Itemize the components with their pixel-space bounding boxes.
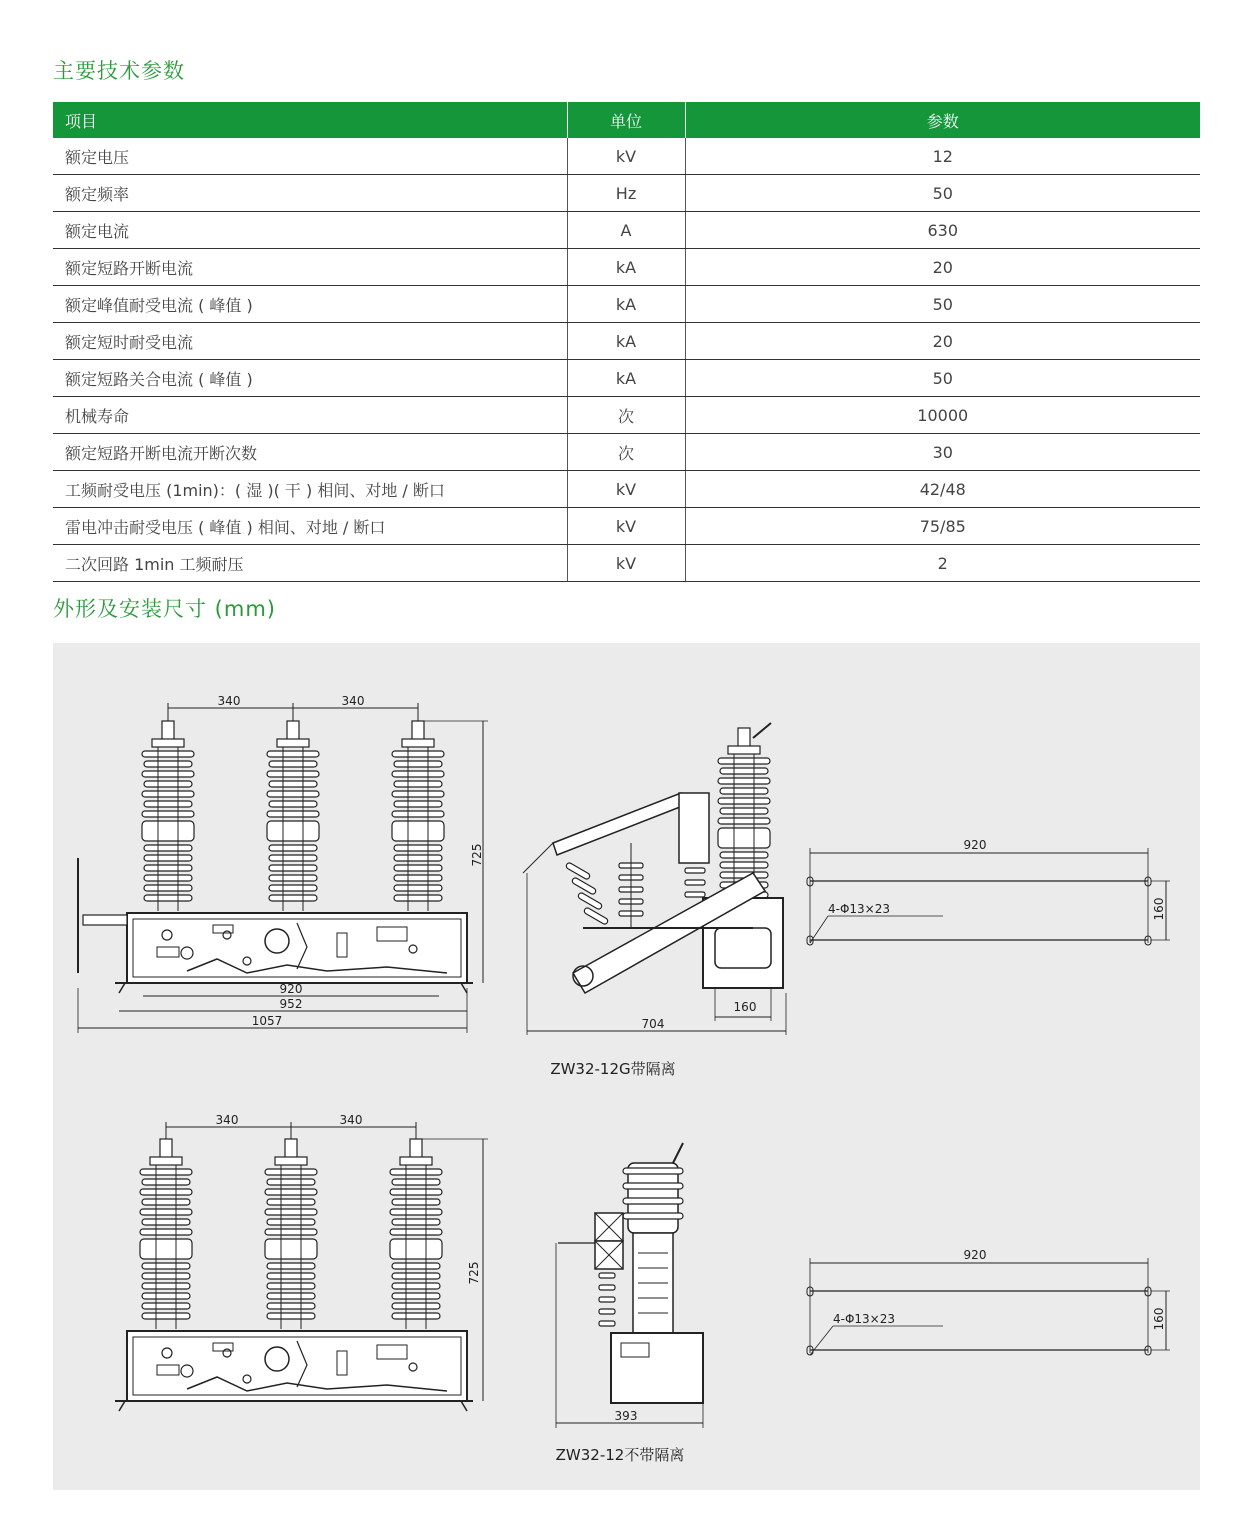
dim-952: 952 [279, 997, 303, 1011]
dim-920: 920 [279, 982, 303, 996]
row-value: 42/48 [685, 471, 1200, 508]
dimension-drawings-panel [53, 643, 1200, 1490]
side-view-with-isolator [523, 723, 786, 1078]
row-value: 630 [685, 212, 1200, 249]
row-item: 额定短路开断电流开断次数 [53, 434, 567, 471]
row-value: 20 [685, 249, 1200, 286]
mounting-plan-top [807, 838, 1170, 945]
row-value: 50 [685, 286, 1200, 323]
caption-without-isolator: ZW32-12不带隔离 [555, 1446, 685, 1464]
dim-spacing-b-bottom: 340 [339, 1113, 363, 1127]
dim-393: 393 [614, 1409, 638, 1423]
caption-with-isolator: ZW32-12G带隔离 [550, 1060, 676, 1078]
row-value: 75/85 [685, 508, 1200, 545]
row-item: 额定短时耐受电流 [53, 323, 567, 360]
row-unit: kV [567, 508, 685, 545]
row-item: 机械寿命 [53, 397, 567, 434]
row-value: 12 [685, 138, 1200, 175]
table-row [53, 212, 1200, 249]
dim-height-bottom: 725 [467, 1261, 481, 1285]
row-item: 额定短路关合电流 ( 峰值 ) [53, 360, 567, 397]
spec-section-title: 主要技术参数 [53, 59, 185, 83]
dim-mount-920-bottom: 920 [963, 1248, 987, 1262]
mount-holes-top: 4-Φ13×23 [828, 902, 891, 916]
dim-160-side: 160 [733, 1000, 757, 1014]
row-value: 2 [685, 545, 1200, 582]
table-row [53, 286, 1200, 323]
table-row [53, 545, 1200, 582]
dim-spacing-a: 340 [217, 694, 241, 708]
dims-section-title: 外形及安装尺寸 (mm) [53, 597, 276, 621]
dim-height-top: 725 [470, 843, 484, 867]
table-row [53, 508, 1200, 545]
front-view-bottom [115, 1113, 488, 1411]
dim-1057: 1057 [251, 1014, 283, 1028]
dim-mount-160-top: 160 [1152, 897, 1166, 921]
row-unit: A [567, 212, 685, 249]
row-item: 雷电冲击耐受电压 ( 峰值 ) 相间、对地 / 断口 [53, 508, 567, 545]
row-unit: kV [567, 545, 685, 582]
table-row [53, 434, 1200, 471]
row-unit: kV [567, 471, 685, 508]
table-row [53, 249, 1200, 286]
side-view-without-isolator [556, 1143, 703, 1464]
header-item: 项目 [53, 102, 567, 138]
header-value: 参数 [685, 102, 1200, 138]
table-row [53, 175, 1200, 212]
dim-mount-160-bottom: 160 [1152, 1307, 1166, 1331]
row-item: 额定电流 [53, 212, 567, 249]
row-value: 10000 [685, 397, 1200, 434]
row-item: 额定峰值耐受电流 ( 峰值 ) [53, 286, 567, 323]
table-row [53, 138, 1200, 175]
mount-holes-bottom: 4-Φ13×23 [833, 1312, 896, 1326]
dimension-drawings [53, 643, 1200, 1490]
table-header-row [53, 102, 1200, 138]
row-unit: kA [567, 286, 685, 323]
table-row [53, 397, 1200, 434]
table-row [53, 323, 1200, 360]
row-item: 额定电压 [53, 138, 567, 175]
dim-spacing-b: 340 [341, 694, 365, 708]
row-unit: kA [567, 360, 685, 397]
spec-table [53, 102, 1200, 582]
dim-spacing-a-bottom: 340 [215, 1113, 239, 1127]
row-unit: 次 [567, 434, 685, 471]
row-value: 50 [685, 360, 1200, 397]
row-item: 额定短路开断电流 [53, 249, 567, 286]
front-view-top [78, 694, 488, 1033]
dim-mount-920-top: 920 [963, 838, 987, 852]
header-unit: 单位 [567, 102, 685, 138]
row-unit: kA [567, 323, 685, 360]
row-value: 30 [685, 434, 1200, 471]
mounting-plan-bottom [807, 1248, 1170, 1355]
dim-704: 704 [641, 1017, 665, 1031]
row-item: 工频耐受电压 (1min)：( 湿 )( 干 ) 相间、对地 / 断口 [53, 471, 567, 508]
row-unit: kV [567, 138, 685, 175]
table-row [53, 360, 1200, 397]
row-value: 20 [685, 323, 1200, 360]
row-value: 50 [685, 175, 1200, 212]
row-item: 额定频率 [53, 175, 567, 212]
row-unit: Hz [567, 175, 685, 212]
row-unit: 次 [567, 397, 685, 434]
row-unit: kA [567, 249, 685, 286]
table-row [53, 471, 1200, 508]
row-item: 二次回路 1min 工频耐压 [53, 545, 567, 582]
